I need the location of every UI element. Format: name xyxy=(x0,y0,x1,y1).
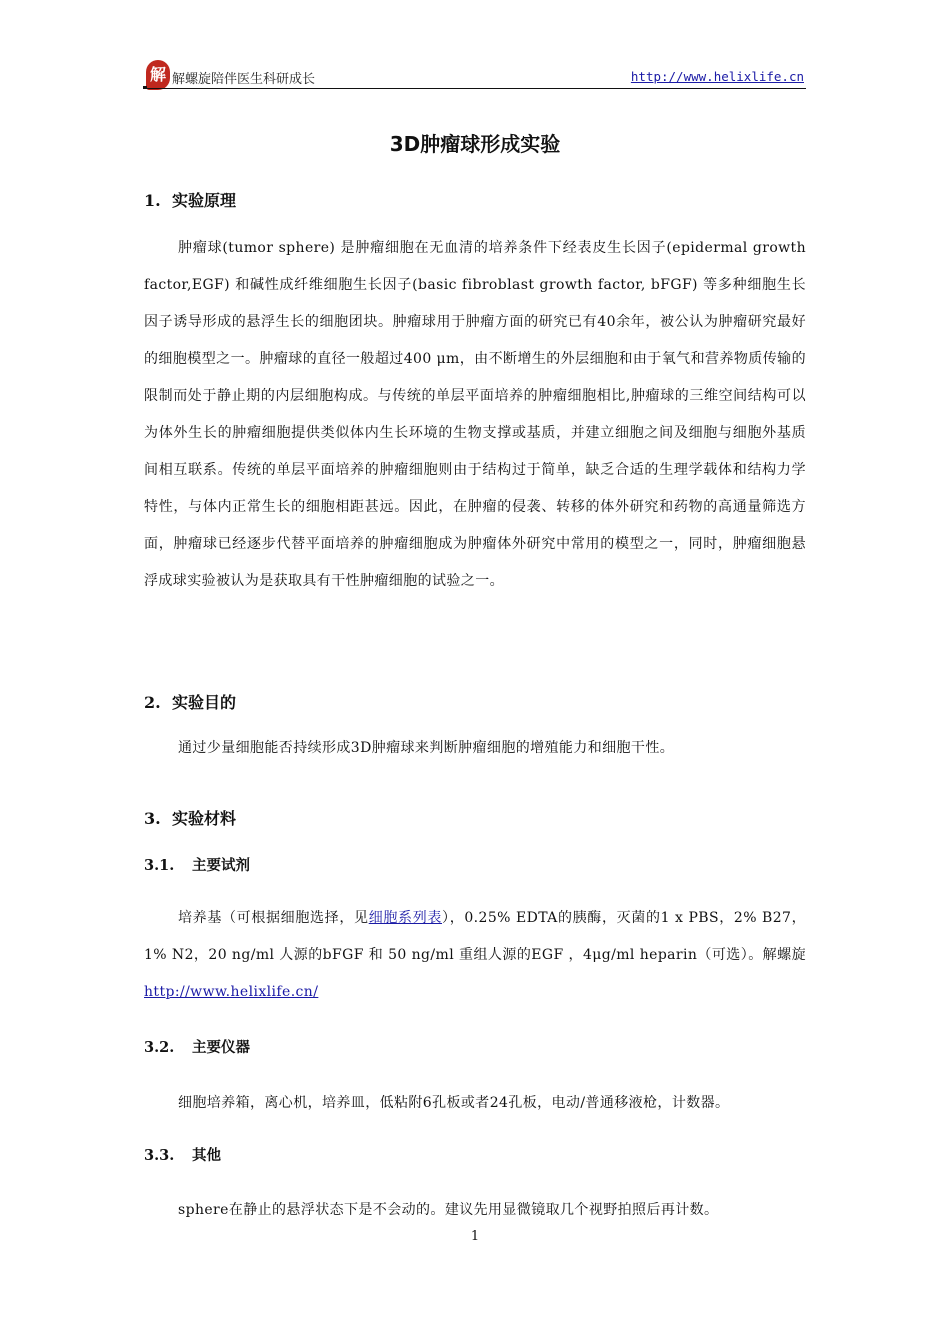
section-2-heading xyxy=(144,690,236,713)
page-header xyxy=(144,58,806,90)
section-1-number: 1. xyxy=(144,191,161,210)
section-3-title: 实验材料 xyxy=(172,809,237,828)
section-1-title: 实验原理 xyxy=(172,191,237,210)
subsection-3-3-number: 3.3. xyxy=(144,1147,175,1164)
section-3-number: 3. xyxy=(144,809,161,828)
subsection-3-2-heading xyxy=(144,1036,250,1057)
subsection-3-1-heading xyxy=(144,854,250,875)
subsection-3-2-number: 3.2. xyxy=(144,1039,175,1056)
section-2-number: 2. xyxy=(144,693,161,712)
subsection-3-1-paragraph xyxy=(144,900,806,1011)
subsection-3-2-text: 细胞培养箱，离心机，培养皿，低粘附6孔板或者24孔板，电动/普通移液枪，计数器。 xyxy=(178,1095,730,1111)
subsection-3-3-heading xyxy=(144,1144,221,1165)
brand-slogan: 解螺旋陪伴医生科研成长 xyxy=(172,72,316,87)
section-2-title: 实验目的 xyxy=(172,693,237,712)
subsection-3-3-title: 其他 xyxy=(192,1147,221,1164)
helixlife-logo-icon: 解 xyxy=(146,60,170,90)
section-1-heading xyxy=(144,188,236,211)
section-3-heading xyxy=(144,806,236,829)
reagents-text-end: ），0.25% EDTA的胰酶，灭菌的1 x PBS，2% B27， 1% N2，20 ng/ml 人源的bFGF 和 50 ng/ml 重组人源的EGF ，4μg/ml heparin（可选）。解螺旋 xyxy=(144,910,807,963)
page-number: 1 xyxy=(470,1229,480,1244)
subsection-3-1-number: 3.1. xyxy=(144,857,175,874)
document-title: 3D肿瘤球形成实验 xyxy=(389,132,561,156)
subsection-3-2-title: 主要仪器 xyxy=(192,1039,250,1056)
section-1-paragraph: 肿瘤球(tumor sphere) 是肿瘤细胞在无血清的培养条件下经表皮生长因子(epidermal growth factor,EGF) 和碱性成纤维细胞生长因子(basic fibroblast growth factor, bFGF) 等多种细胞生长因子诱导形成的悬浮生长的细胞团块。肿瘤球用于肿瘤方面的研究已有40余年，被公认为肿瘤研究最好的细胞模型之一。肿瘤球的直径一般超过400 μm，由不断增生的外层细胞和由于氧气和营养物质传输的限制而处于静止期的内层细胞构成。与传统的单层平面培养的肿瘤细胞相比,肿瘤球的三维空间结构可以为体外生长的肿瘤细胞提供类似体内生长环境的生物支撑或基质，并建立细胞之间及细胞与细胞外基质间相互联系。传统的单层平面培养的肿瘤细胞则由于结构过于简单，缺乏合适的生理学载体和结构力学特性，与体内正常生长的细胞相距甚远。因此，在肿瘤的侵袭、转移的体外研究和药物的高通量筛选方面，肿瘤球已经逐步代替平面培养的肿瘤细胞成为肿瘤体外研究中常用的模型之一，同时，肿瘤细胞悬浮成球实验被认为是获取具有干性肿瘤细胞的试验之一。 xyxy=(144,240,806,589)
helixlife-url-link[interactable]: http://www.helixlife.cn/ xyxy=(144,984,319,1000)
header-site-link[interactable]: http://www.helixlife.cn xyxy=(630,69,804,84)
cell-line-list-link[interactable]: 细胞系列表 xyxy=(368,910,443,926)
subsection-3-3-text: sphere在静止的悬浮状态下是不会动的。建议先用显微镜取几个视野拍照后再计数。 xyxy=(178,1202,719,1218)
header-divider xyxy=(144,88,806,89)
reagents-text-start: 培养基（可根据细胞选择，见 xyxy=(178,910,369,926)
section-2-text: 通过少量细胞能否持续形成3D肿瘤球来判断肿瘤细胞的增殖能力和细胞干性。 xyxy=(178,740,675,756)
header-divider-tick xyxy=(143,86,147,89)
subsection-3-1-title: 主要试剂 xyxy=(192,857,250,874)
